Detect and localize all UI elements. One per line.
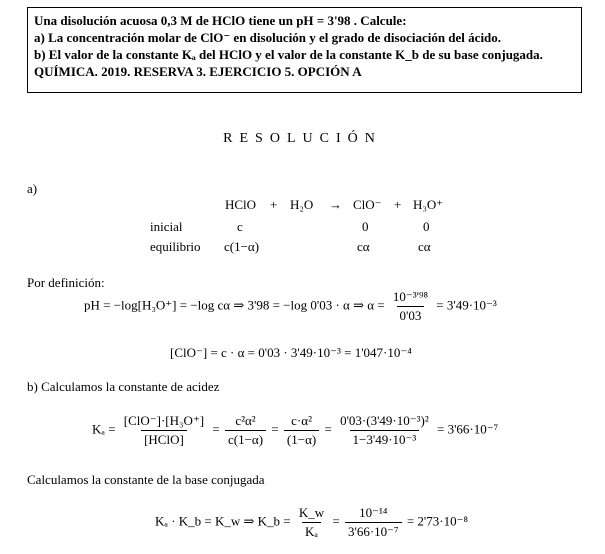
ka-fraction-3 (284, 413, 319, 448)
ph-equation-left: pH = −log[H₃O⁺] = −log cα ⇒ 3'98 = −log 0'03 · α ⇒ α = (84, 297, 385, 313)
ka-fraction-4-num: 0'03·(3'49·10⁻³)² (340, 413, 429, 428)
species-h2o: H₂O (290, 197, 314, 212)
row-eq-label: equilibrio (150, 239, 201, 254)
alpha-result: = 3'49·10⁻³ (436, 297, 497, 313)
kb-fraction-2-den: 3'66·10⁻⁷ (345, 522, 402, 540)
species-hclo: HClO (225, 197, 257, 212)
row-initial-h3o: 0 (423, 219, 430, 234)
ka-fraction-1-num: [ClO⁻]·[H₃O⁺] (123, 413, 205, 428)
ka-fraction-4 (337, 413, 432, 448)
ka-lhs: Kₐ = (92, 421, 116, 437)
reaction-arrow: → (329, 197, 342, 212)
ka-fraction-2-den: c(1−α) (225, 430, 266, 448)
alpha-fraction-den: 0'03 (397, 306, 425, 324)
equals-sign: = (271, 421, 279, 437)
kb-fraction-2 (345, 505, 402, 540)
alpha-fraction (390, 289, 431, 324)
kb-equation (155, 505, 468, 540)
row-initial-label: inicial (150, 219, 183, 234)
alpha-fraction-num: 10⁻³'⁹⁸ (392, 289, 429, 304)
species-clo: ClO⁻ (353, 197, 382, 212)
problem-statement (27, 7, 582, 93)
definition-label: Por definición: (27, 275, 105, 290)
part-a-label: a) (27, 181, 38, 196)
row-eq-clo: cα (357, 239, 370, 254)
resolution-title: RESOLUCIÓN (223, 131, 382, 146)
row-initial-hclo: c (237, 219, 243, 234)
ka-result: = 3'66·10⁻⁷ (436, 421, 499, 437)
problem-line-2: a) La concentración molar de ClO⁻ en disolución y el grado de disociación del ácido. (34, 30, 502, 45)
ka-fraction-3-den: (1−α) (284, 430, 319, 448)
ka-equation (92, 413, 498, 448)
ka-fraction-1 (121, 413, 207, 448)
species-plus-2: + (394, 197, 402, 212)
ka-fraction-2 (225, 413, 266, 448)
part-b-label: b) Calculamos la constante de acidez (27, 379, 220, 394)
ka-fraction-3-num: c·α² (291, 413, 312, 428)
kb-label: Calculamos la constante de la base conjugada (27, 472, 265, 487)
problem-line-3: b) El valor de la constante Kₐ del HClO y el valor de la constante K_b de su base conjugada. (34, 47, 543, 62)
kb-result: = 2'73·10⁻⁸ (406, 513, 468, 529)
row-eq-hclo: c(1−α) (224, 239, 260, 254)
equals-sign: = (332, 513, 340, 529)
ka-fraction-4-den: 1−3'49·10⁻³ (350, 430, 420, 448)
clo-concentration-equation: [ClO⁻] = c · α = 0'03 · 3'49·10⁻³ = 1'047·10⁻⁴ (170, 345, 412, 360)
kb-fraction-2-num: 10⁻¹⁴ (359, 505, 388, 520)
ka-fraction-1-den: [HClO] (141, 430, 187, 448)
species-plus-1: + (270, 197, 278, 212)
equals-sign: = (324, 421, 332, 437)
row-initial-clo: 0 (362, 219, 369, 234)
kb-fraction-1-den: Kₐ (302, 522, 321, 540)
ph-equation (84, 289, 497, 324)
kb-fraction-1 (296, 505, 327, 540)
problem-source: QUÍMICA. 2019. RESERVA 3. EJERCICIO 5. OPCIÓN A (34, 64, 362, 79)
kb-fraction-1-num: K_w (298, 505, 325, 520)
equals-sign: = (212, 421, 220, 437)
problem-line-1: Una disolución acuosa 0,3 M de HClO tiene un pH = 3'98 . Calcule: (34, 13, 407, 28)
kb-lhs: Kₐ · K_b = K_w ⇒ K_b = (155, 513, 291, 529)
ka-fraction-2-num: c²α² (235, 413, 256, 428)
row-eq-h3o: cα (418, 239, 431, 254)
species-h3o: H₃O⁺ (413, 197, 444, 212)
